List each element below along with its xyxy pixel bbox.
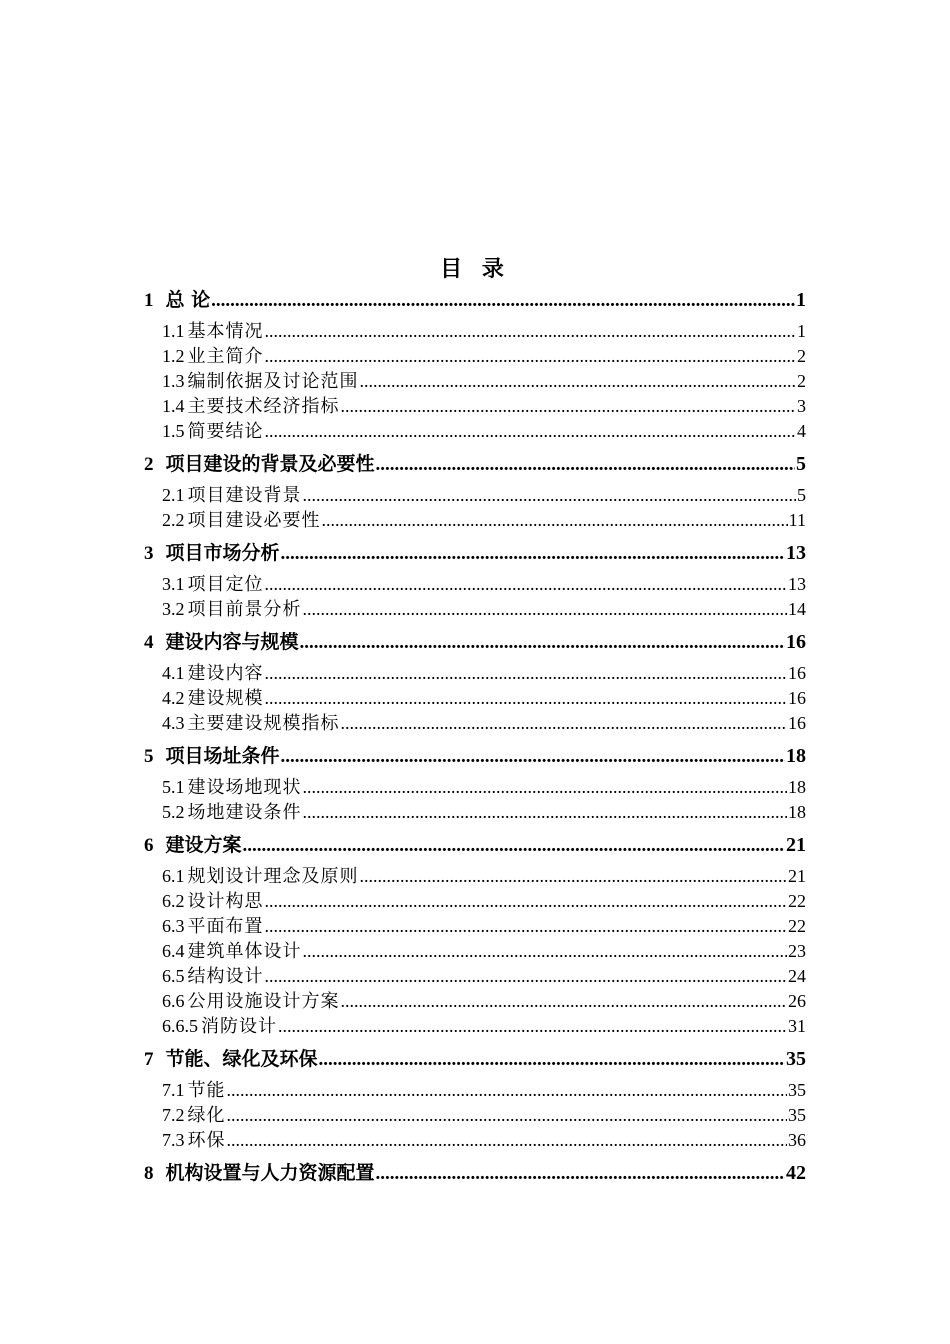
toc-entry-page-number: 1	[796, 289, 806, 311]
toc-entry-number: 1.4	[162, 396, 185, 416]
toc-section-entry[interactable]	[144, 686, 806, 711]
toc-leader-dots	[303, 483, 797, 508]
toc-entry-number: 1.5	[162, 421, 185, 441]
toc-entry-label: 基本情况	[187, 321, 264, 342]
toc-entry-page-number: 3	[797, 396, 806, 416]
toc-entry-number: 6	[144, 835, 154, 856]
toc-leader-dots	[265, 661, 788, 686]
toc-entry-page-number: 42	[786, 1162, 806, 1184]
toc-entry-number: 2.1	[162, 485, 185, 505]
toc-leader-dots	[265, 344, 797, 369]
toc-entry-label: 设计构思	[187, 891, 264, 912]
toc-entry-page-number: 5	[796, 453, 806, 475]
toc-entry-label: 项目前景分析	[187, 599, 302, 620]
toc-entry-page-number: 14	[788, 599, 806, 619]
toc-chapter-entry[interactable]	[144, 450, 806, 479]
toc-entry-page-number: 16	[786, 631, 806, 653]
toc-entry-number: 4	[144, 632, 154, 653]
toc-leader-dots	[322, 508, 788, 533]
toc-leader-dots	[281, 540, 785, 568]
toc-leader-dots	[265, 319, 797, 344]
toc-leader-dots	[265, 889, 788, 914]
toc-section-entry[interactable]	[144, 572, 806, 597]
toc-entry-page-number: 16	[788, 663, 806, 683]
toc-chapter-entry[interactable]	[144, 628, 806, 657]
toc-leader-dots	[265, 914, 788, 939]
toc-entry-number: 7.1	[162, 1080, 185, 1100]
toc-entry-label: 业主简介	[187, 346, 264, 367]
toc-entry-page-number: 1	[797, 321, 806, 341]
toc-entry-page-number: 35	[788, 1080, 806, 1100]
toc-entry-number: 2	[144, 454, 154, 475]
toc-entry-number: 6.3	[162, 916, 185, 936]
toc-section-entry[interactable]	[144, 1078, 806, 1103]
toc-entry-label: 建设场地现状	[187, 777, 302, 798]
toc-entry-number: 7.3	[162, 1130, 185, 1150]
toc-entry-number: 5.2	[162, 802, 185, 822]
toc-entry-page-number: 22	[788, 916, 806, 936]
toc-entry-page-number: 5	[797, 485, 806, 505]
toc-entry-label: 绿化	[187, 1105, 226, 1126]
toc-entry-number: 4.3	[162, 713, 185, 733]
toc-chapter-entry[interactable]	[144, 1159, 806, 1188]
toc-entry-label: 项目建设必要性	[187, 510, 321, 531]
toc-section-entry[interactable]	[144, 775, 806, 800]
toc-entry-number: 6.6.5	[162, 1016, 198, 1036]
toc-chapter-entry[interactable]	[144, 539, 806, 568]
toc-section-entry[interactable]	[144, 1103, 806, 1128]
toc-entry-number: 1.1	[162, 321, 185, 341]
toc-section-entry[interactable]	[144, 483, 806, 508]
toc-leader-dots	[227, 1128, 788, 1153]
toc-entry-label: 建设方案	[165, 834, 242, 856]
toc-entry-page-number: 36	[788, 1130, 806, 1150]
toc-chapter-entry[interactable]	[144, 1045, 806, 1074]
toc-section-entry[interactable]	[144, 597, 806, 622]
toc-entry-number: 5.1	[162, 777, 185, 797]
toc-entry-number: 4.2	[162, 688, 185, 708]
toc-entry-label: 主要技术经济指标	[187, 396, 340, 417]
toc-entry-number: 1.2	[162, 346, 185, 366]
toc-entry-number: 3.2	[162, 599, 185, 619]
toc-entry-page-number: 22	[788, 891, 806, 911]
toc-leader-dots	[319, 1046, 785, 1074]
toc-leader-dots	[265, 686, 788, 711]
toc-entry-page-number: 31	[788, 1016, 806, 1036]
toc-entry-label: 结构设计	[187, 966, 264, 987]
toc-leader-dots	[303, 775, 788, 800]
toc-entry-label: 节能、绿化及环保	[165, 1048, 318, 1070]
toc-entry-page-number: 2	[797, 371, 806, 391]
toc-leader-dots	[265, 419, 797, 444]
toc-entry-page-number: 2	[797, 346, 806, 366]
toc-entry-number: 1.3	[162, 371, 185, 391]
toc-entry-page-number: 13	[788, 574, 806, 594]
toc-entry-number: 5	[144, 746, 154, 767]
toc-entry-label: 建设内容与规模	[165, 631, 299, 653]
toc-section-entry[interactable]	[144, 864, 806, 889]
toc-entry-label: 总 论	[165, 289, 211, 311]
table-of-contents	[144, 286, 806, 1192]
toc-entry-page-number: 16	[788, 688, 806, 708]
toc-leader-dots	[303, 800, 788, 825]
toc-section-entry[interactable]	[144, 1014, 806, 1039]
toc-entry-number: 4.1	[162, 663, 185, 683]
toc-entry-label: 简要结论	[187, 421, 264, 442]
toc-section-entry[interactable]	[144, 394, 806, 419]
toc-entry-label: 环保	[187, 1130, 226, 1151]
toc-chapter-entry[interactable]	[144, 831, 806, 860]
toc-entry-number: 6.2	[162, 891, 185, 911]
toc-section-entry[interactable]	[144, 989, 806, 1014]
toc-leader-dots	[303, 597, 788, 622]
toc-leader-dots	[281, 743, 785, 771]
toc-leader-dots	[341, 394, 797, 419]
toc-entry-page-number: 21	[786, 834, 806, 856]
toc-section-entry[interactable]	[144, 344, 806, 369]
toc-entry-label: 建设规模	[187, 688, 264, 709]
toc-section-entry[interactable]	[144, 661, 806, 686]
toc-leader-dots	[265, 572, 788, 597]
toc-section-entry[interactable]	[144, 1128, 806, 1153]
toc-leader-dots	[303, 939, 788, 964]
toc-leader-dots	[243, 832, 785, 860]
toc-entry-label: 建设内容	[187, 663, 264, 684]
toc-entry-label: 节能	[187, 1080, 226, 1101]
toc-section-entry[interactable]	[144, 319, 806, 344]
toc-section-entry[interactable]	[144, 964, 806, 989]
toc-entry-label: 项目市场分析	[165, 542, 280, 564]
toc-leader-dots	[360, 864, 788, 889]
toc-leader-dots	[227, 1103, 788, 1128]
toc-section-entry[interactable]	[144, 800, 806, 825]
toc-entry-page-number: 4	[797, 421, 806, 441]
toc-entry-label: 项目建设背景	[187, 485, 302, 506]
toc-entry-page-number: 16	[788, 713, 806, 733]
toc-entry-page-number: 24	[788, 966, 806, 986]
toc-leader-dots	[227, 1078, 788, 1103]
toc-entry-page-number: 35	[788, 1105, 806, 1125]
toc-entry-label: 建筑单体设计	[187, 941, 302, 962]
toc-section-entry[interactable]	[144, 508, 806, 533]
toc-entry-label: 项目建设的背景及必要性	[165, 453, 375, 475]
toc-leader-dots	[211, 287, 795, 315]
toc-chapter-entry[interactable]	[144, 286, 806, 315]
toc-section-entry[interactable]	[144, 939, 806, 964]
toc-section-entry[interactable]	[144, 914, 806, 939]
toc-chapter-entry[interactable]	[144, 742, 806, 771]
toc-entry-label: 主要建设规模指标	[187, 713, 340, 734]
toc-section-entry[interactable]	[144, 889, 806, 914]
toc-entry-number: 6.6	[162, 991, 185, 1011]
toc-entry-number: 1	[144, 290, 154, 311]
toc-entry-number: 3	[144, 543, 154, 564]
toc-section-entry[interactable]	[144, 369, 806, 394]
toc-entry-label: 项目定位	[187, 574, 264, 595]
toc-leader-dots	[300, 629, 785, 657]
toc-entry-page-number: 18	[788, 777, 806, 797]
toc-entry-number: 8	[144, 1163, 154, 1184]
toc-leader-dots	[265, 964, 788, 989]
toc-entry-label: 编制依据及讨论范围	[187, 371, 359, 392]
toc-entry-page-number: 26	[788, 991, 806, 1011]
toc-entry-label: 公用设施设计方案	[187, 991, 340, 1012]
toc-entry-page-number: 18	[786, 745, 806, 767]
toc-entry-page-number: 21	[788, 866, 806, 886]
toc-entry-page-number: 18	[788, 802, 806, 822]
toc-entry-number: 2.2	[162, 510, 185, 530]
toc-entry-page-number: 13	[786, 542, 806, 564]
toc-entry-number: 6.1	[162, 866, 185, 886]
toc-entry-label: 项目场址条件	[165, 745, 280, 767]
toc-entry-number: 7	[144, 1049, 154, 1070]
toc-entry-label: 规划设计理念及原则	[187, 866, 359, 887]
toc-entry-number: 7.2	[162, 1105, 185, 1125]
toc-entry-number: 6.5	[162, 966, 185, 986]
toc-entry-label: 平面布置	[187, 916, 264, 937]
toc-leader-dots	[376, 451, 795, 479]
toc-leader-dots	[278, 1014, 787, 1039]
toc-entry-number: 3.1	[162, 574, 185, 594]
toc-title: 目 录	[440, 257, 510, 282]
toc-entry-page-number: 23	[788, 941, 806, 961]
toc-entry-label: 机构设置与人力资源配置	[165, 1162, 375, 1184]
toc-section-entry[interactable]	[144, 711, 806, 736]
toc-entry-page-number: 35	[786, 1048, 806, 1070]
toc-entry-number: 6.4	[162, 941, 185, 961]
toc-entry-label: 消防设计	[201, 1016, 277, 1037]
toc-leader-dots	[341, 711, 788, 736]
toc-section-entry[interactable]	[144, 419, 806, 444]
toc-leader-dots	[341, 989, 788, 1014]
toc-entry-label: 场地建设条件	[187, 802, 302, 823]
toc-leader-dots	[376, 1160, 785, 1188]
toc-leader-dots	[360, 369, 797, 394]
toc-entry-page-number: 11	[788, 510, 806, 530]
